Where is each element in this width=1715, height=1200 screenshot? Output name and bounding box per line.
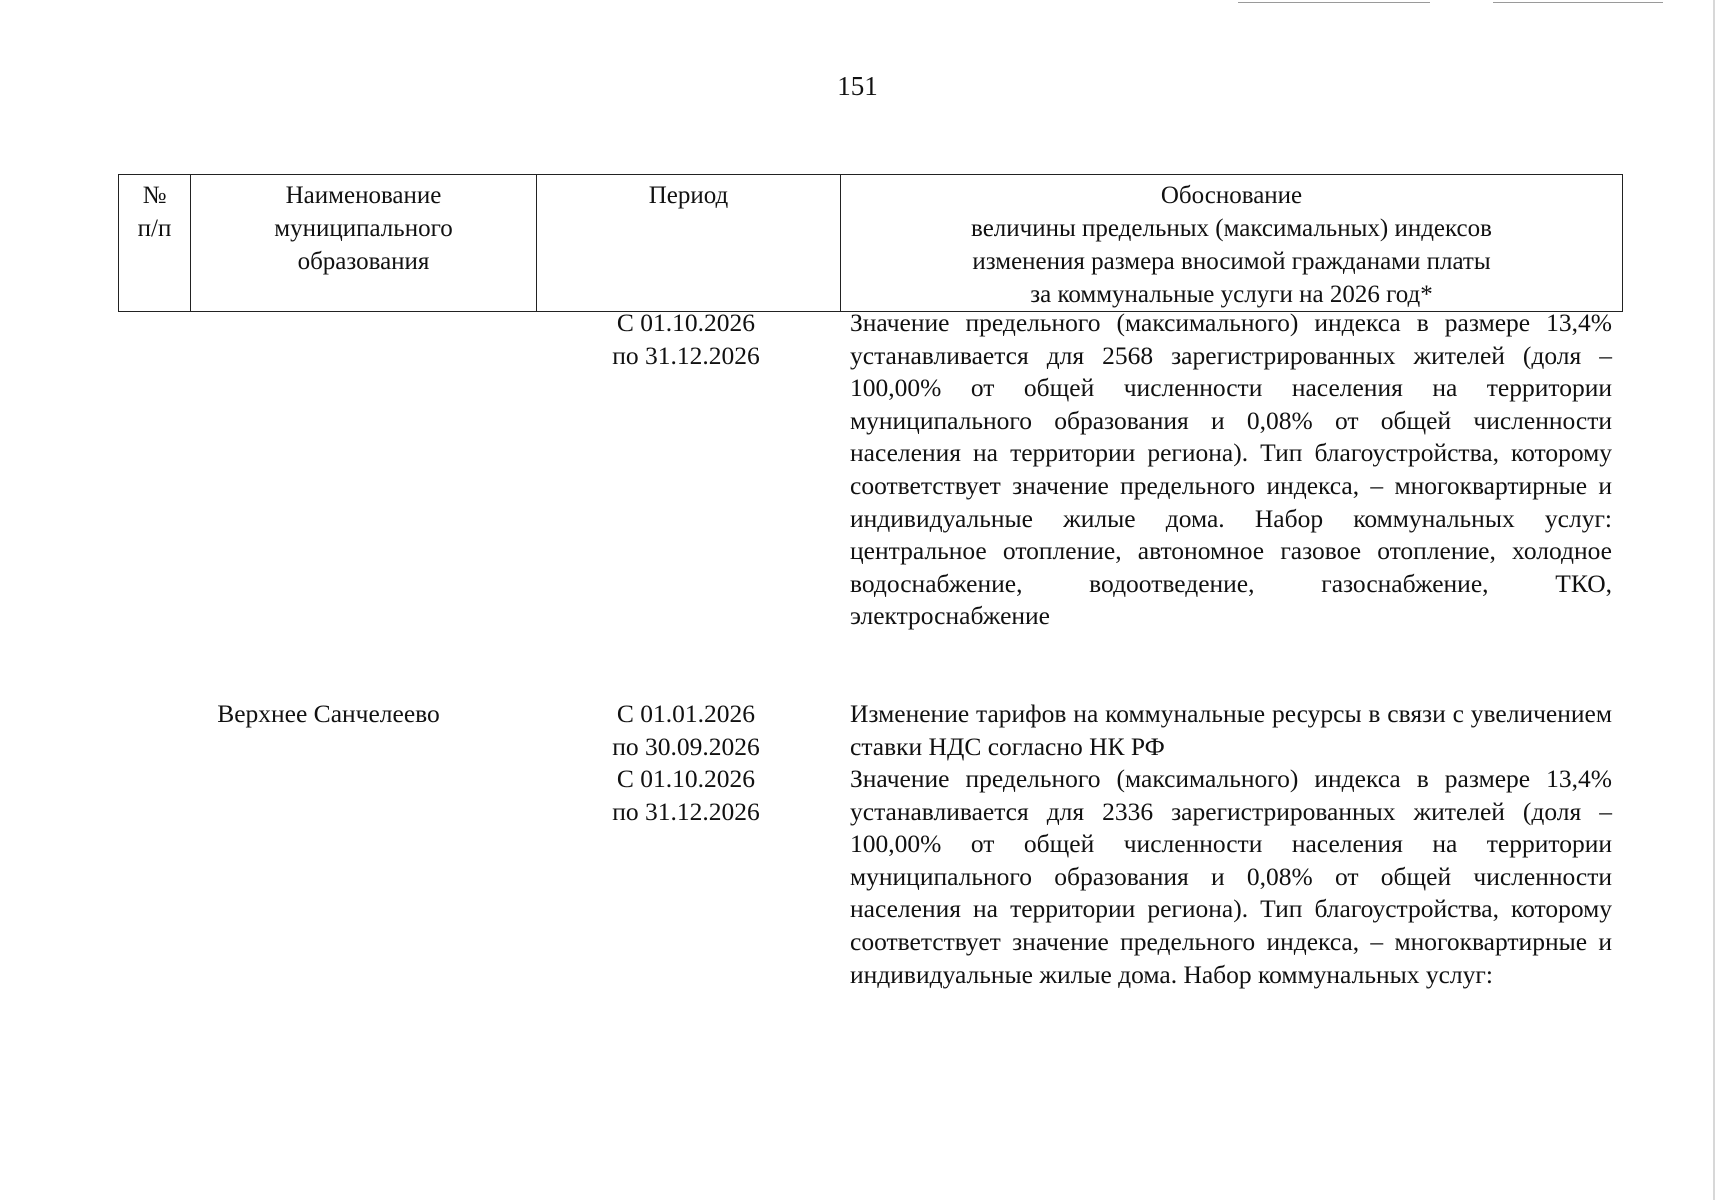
row-1-justification: Значение предельного (максимального) индекса в размере 13,4% устанавливается для 2568 зарегистрированных жителей (доля – 100,00% от общей численности населения на территории муниципального образования и 0,08% от общей численности населения на территории региона). Тип благоустройства, которому соответствует значение предельного индекса, – многоквартирные и индивидуальные жилые дома. Набор коммунальных услуг: центральное отопление, автономное газовое отопление, холодное водоснабжение, водоотведение, газоснабжение, ТКО, электроснабжение	[850, 308, 1612, 631]
header-justification: Обоснование величины предельных (максимальных) индексов изменения размера вносимой гражданами платы за коммунальные услуги на 2026 год*	[841, 175, 1623, 312]
scan-artifact-line	[1493, 2, 1663, 3]
header-municipality: Наименование муниципального образования	[191, 175, 537, 312]
row-2-justification-2: Значение предельного (максимального) индекса в размере 13,4% устанавливается для 2336 зарегистрированных жителей (доля – 100,00% от общей численности населения на территории муниципального образования и 0,08% от общей численности населения на территории региона). Тип благоустройства, которому соответствует значение предельного индекса, – многоквартирные и индивидуальные жилые дома. Набор коммунальных услуг:	[850, 764, 1612, 989]
header-period: Период	[537, 175, 841, 312]
row-2-municipality: Верхнее Санчелеево	[217, 699, 440, 728]
table-header	[118, 174, 1623, 312]
page-number: 151	[837, 71, 878, 101]
scan-artifact-line	[1238, 2, 1430, 3]
row-2-period-2: С 01.10.2026 по 31.12.2026	[612, 764, 760, 826]
row-1-period: С 01.10.2026 по 31.12.2026	[612, 308, 760, 370]
header-number: № п/п	[119, 175, 191, 312]
row-2-justification-1: Изменение тарифов на коммунальные ресурсы в связи с увеличением ставки НДС согласно НК РФ	[850, 699, 1612, 761]
row-2-period-1: С 01.01.2026 по 30.09.2026	[612, 699, 760, 761]
